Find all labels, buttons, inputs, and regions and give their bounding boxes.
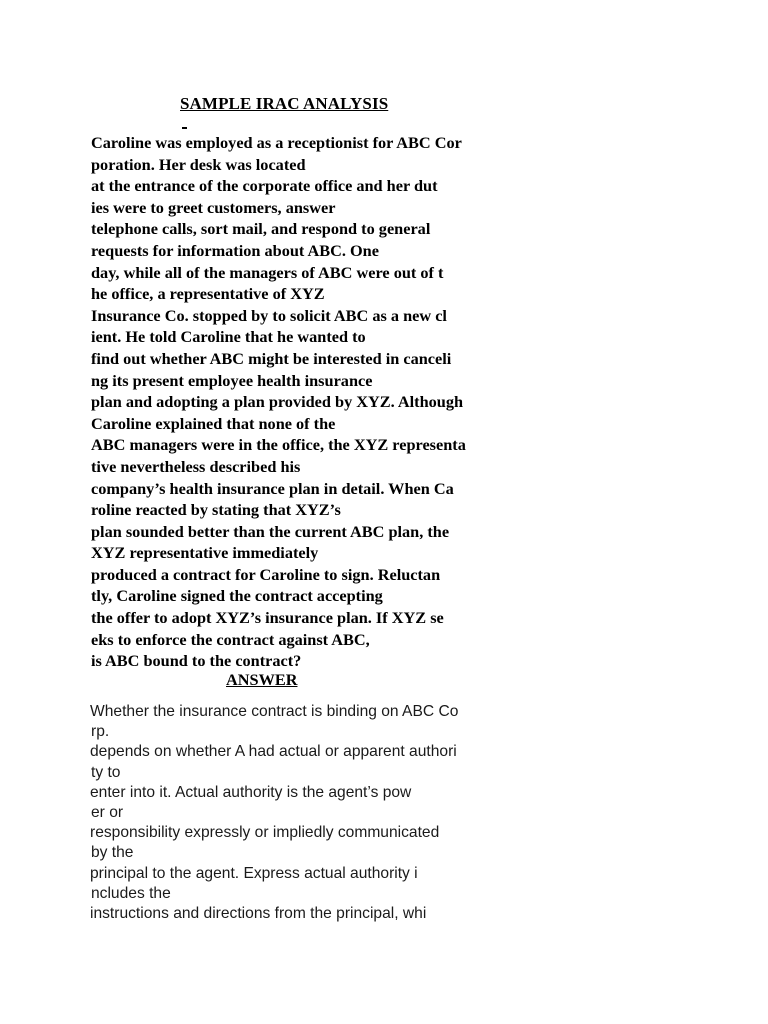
question-line: requests for information about ABC. One <box>91 240 379 260</box>
answer-line: enter into it. Actual authority is the agent’s pow <box>90 783 412 801</box>
question-line: he office, a representative of XYZ <box>91 284 325 304</box>
question-line: Insurance Co. stopped by to solicit ABC as a new cl <box>91 305 447 325</box>
question-line: at the entrance of the corporate office and her dut <box>91 176 438 196</box>
question-line: plan and adopting a plan provided by XYZ. Although <box>91 392 464 412</box>
answer-line: er or <box>91 804 124 822</box>
question-line: tive nevertheless described his <box>91 456 301 476</box>
answer-line: depends on whether A had actual or apparent authori <box>90 743 457 761</box>
answer-line: principal to the agent. Express actual authority i <box>90 864 418 882</box>
answer-line: instructions and directions from the principal, whi <box>90 905 427 923</box>
stray-mark <box>182 127 187 129</box>
answer-line: ty to <box>91 763 121 781</box>
question-line: poration. Her desk was located <box>91 154 306 174</box>
answer-line: rp. <box>91 723 110 741</box>
question-line: Caroline was employed as a receptionist for ABC Cor <box>91 133 462 152</box>
answer-line: ncludes the <box>91 884 171 902</box>
question-line: XYZ representative immediately <box>91 543 319 563</box>
answer-paragraph <box>90 702 458 924</box>
question-line: Caroline explained that none of the <box>91 413 336 433</box>
answer-line: responsibility expressly or impliedly communicated <box>90 824 440 842</box>
question-line: day, while all of the managers of ABC were out of t <box>91 262 444 282</box>
question-line: ies were to greet customers, answer <box>91 197 336 217</box>
question-line: plan sounded better than the current ABC plan, the <box>91 521 450 541</box>
question-line: tly, Caroline signed the contract accepting <box>91 586 383 606</box>
answer-line: by the <box>91 844 134 862</box>
question-line: is ABC bound to the contract? <box>91 651 302 671</box>
question-line: eks to enforce the contract against ABC, <box>91 629 370 649</box>
question-line: telephone calls, sort mail, and respond to general <box>91 219 431 239</box>
question-paragraph <box>91 132 466 672</box>
question-line: the offer to adopt XYZ’s insurance plan. If XYZ se <box>91 608 444 628</box>
answer-line: Whether the insurance contract is binding on ABC Co <box>90 703 459 720</box>
question-line: roline reacted by stating that XYZ’s <box>91 500 341 520</box>
question-line: ng its present employee health insurance <box>91 370 373 390</box>
question-line: ABC managers were in the office, the XYZ representa <box>91 435 466 455</box>
question-line: find out whether ABC might be interested in canceli <box>91 348 452 368</box>
answer-heading: ANSWER <box>226 670 298 689</box>
document-title: SAMPLE IRAC ANALYSIS <box>180 94 389 113</box>
question-line: company’s health insurance plan in detail. When Ca <box>91 478 454 498</box>
question-line: produced a contract for Caroline to sign. Reluctan <box>91 564 441 584</box>
question-line: ient. He told Caroline that he wanted to <box>91 327 366 347</box>
